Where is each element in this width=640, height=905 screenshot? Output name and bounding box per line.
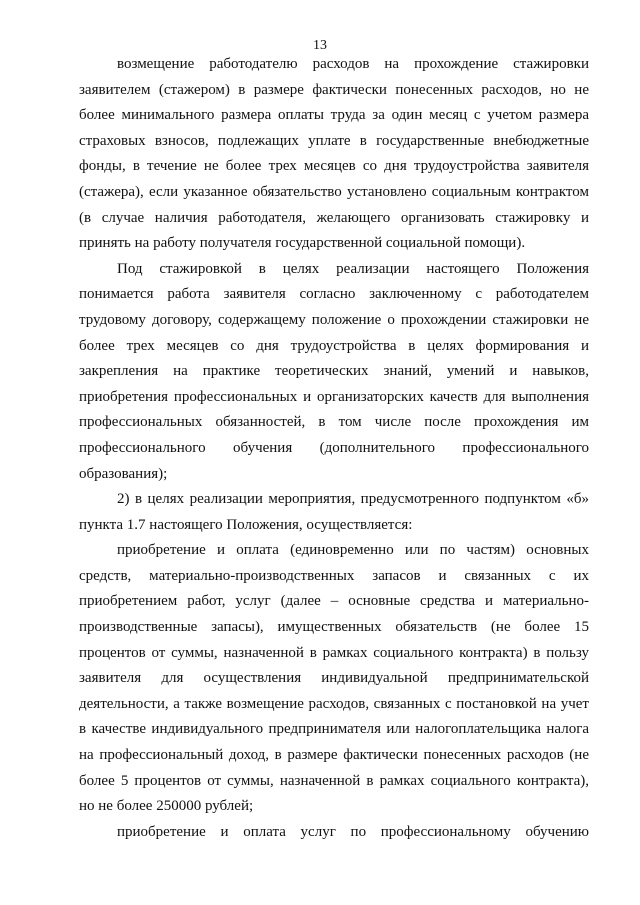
text-line: закрепления на практике теоретических знаний, умений и навыков, <box>79 363 589 380</box>
text-line: Под стажировкой в целях реализации настоящего Положения <box>117 260 589 277</box>
text-line: образования); <box>79 465 168 482</box>
text-line: возмещение работодателю расходов на прохождение стажировки <box>117 56 589 72</box>
text-line: фонды, в течение не более трех месяцев со дня трудоустройства заявителя <box>79 158 589 175</box>
text-line: но не более 250000 рублей; <box>79 798 254 815</box>
page-number: 13 <box>313 38 327 53</box>
text-line: пункта 1.7 настоящего Положения, осуществляется: <box>79 516 413 533</box>
text-line: понимается работа заявителя согласно заключенному с работодателем <box>79 286 589 303</box>
text-line: приобретение и оплата услуг по профессиональному обучению <box>117 823 589 840</box>
text-line: трудовому договору, содержащему положение о прохождении стажировки не <box>79 311 589 328</box>
text-line: приобретения профессиональных и организаторских качеств для выполнения <box>79 388 589 405</box>
text-line: приобретением работ, услуг (далее – основные средства и материально- <box>79 593 589 610</box>
text-line: средств, материально-производственных запасов и связанных с их <box>79 567 589 584</box>
text-line: более трех месяцев со дня трудоустройства в целях формирования и <box>79 337 589 354</box>
text-line: профессионального обучения (дополнительного профессионального <box>79 439 589 456</box>
text-line: профессиональных обязанностей, в том числе после прохождения им <box>79 414 589 431</box>
text-line: более 5 процентов от суммы, назначенной в рамках социального контракта), <box>79 772 589 789</box>
text-line: 2) в целях реализации мероприятия, предусмотренного подпунктом «б» <box>117 491 589 508</box>
text-line: (стажера), если указанное обязательство установлено социальным контрактом <box>79 183 589 200</box>
text-line: принять на работу получателя государственной социальной помощи). <box>79 235 526 252</box>
document-body <box>79 52 589 845</box>
text-line: в качестве индивидуального предпринимателя или налогоплательщика налога <box>79 721 589 738</box>
text-line: деятельности, а также возмещение расходов, связанных с постановкой на учет <box>79 695 589 712</box>
text-line: на профессиональный доход, в размере фактически понесенных расходов (не <box>79 747 589 764</box>
text-line: процентов от суммы, назначенной в рамках социального контракта) в пользу <box>79 644 589 661</box>
text-line: более минимального размера оплаты труда за один месяц с учетом размера <box>79 107 589 124</box>
text-line: заявителя для осуществления индивидуальной предпринимательской <box>79 670 589 687</box>
text-line: производственные запасы), имущественных обязательств (не более 15 <box>79 619 589 636</box>
text-line: приобретение и оплата (единовременно или по частям) основных <box>117 542 589 559</box>
text-line: (в случае наличия работодателя, желающего организовать стажировку и <box>79 209 589 226</box>
text-line: страховых взносов, подлежащих уплате в государственные внебюджетные <box>79 132 589 149</box>
text-line: заявителем (стажером) в размере фактически понесенных расходов, но не <box>79 81 589 98</box>
